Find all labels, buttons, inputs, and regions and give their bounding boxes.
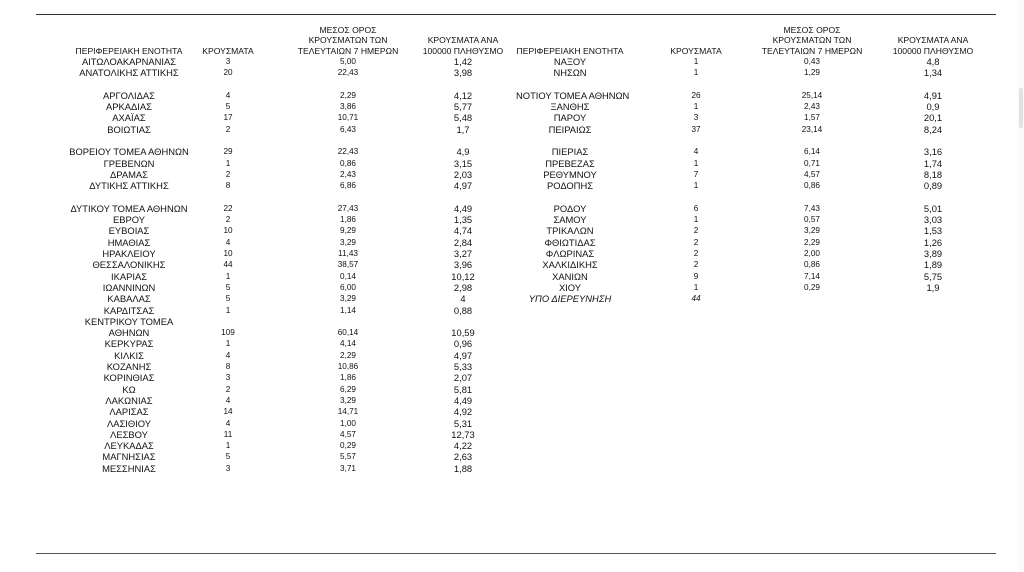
- avg7-cell: 3,29: [340, 294, 356, 304]
- per100k-cell: 4,22: [453, 440, 473, 452]
- per100k-cell: 8,18: [923, 168, 943, 180]
- header-region: ΠΕΡΙΦΕΡΕΙΑΚΗ ΕΝΟΤΗΤΑ: [516, 45, 624, 56]
- header-cases: ΚΡΟΥΣΜΑΤΑ: [202, 45, 254, 56]
- avg7-cell: 4,14: [340, 339, 356, 349]
- header-per100k: ΚΡΟΥΣΜΑΤΑ ΑΝΑ 100000 ΠΛΗΘΥΣΜΟ: [422, 35, 504, 56]
- per100k-cell: 4,49: [453, 394, 473, 406]
- cases-cell: 1: [693, 181, 699, 191]
- per100k-cell: 5,33: [453, 361, 473, 373]
- region-cell: ΚΕΝΤΡΙΚΟΥ ΤΟΜΕΑ: [84, 315, 174, 327]
- avg7-cell: 5,00: [340, 57, 356, 66]
- region-cell: ΕΒΡΟΥ: [112, 214, 145, 226]
- region-cell: ΔΡΑΜΑΣ: [110, 168, 148, 180]
- cases-cell: 1: [693, 215, 699, 225]
- per100k-cell: 5,75: [923, 270, 943, 282]
- avg7-cell: 0,29: [340, 441, 356, 451]
- avg7-cell: 14,71: [337, 407, 359, 417]
- per100k-cell: 2,98: [453, 281, 473, 293]
- cases-cell: 2: [693, 226, 699, 236]
- avg7-cell: 1,86: [340, 373, 356, 383]
- avg7-cell: 3,86: [340, 102, 356, 112]
- region-cell: ΛΑΚΩΝΙΑΣ: [105, 394, 153, 406]
- cases-cell: 37: [691, 124, 701, 134]
- avg7-cell: 3,71: [340, 463, 356, 473]
- header-region: ΠΕΡΙΦΕΡΕΙΑΚΗ ΕΝΟΤΗΤΑ: [75, 45, 183, 56]
- avg7-cell: 1,00: [340, 418, 356, 428]
- region-cell: ΙΚΑΡΙΑΣ: [110, 270, 148, 282]
- avg7-cell: 6,29: [340, 384, 356, 394]
- region-cell: ΗΡΑΚΛΕΙΟΥ: [102, 248, 156, 260]
- cases-cell: 4: [693, 147, 699, 157]
- cases-cell: 3: [225, 373, 231, 383]
- avg7-cell: 2,29: [340, 90, 356, 100]
- avg7-cell: 0,14: [340, 271, 356, 281]
- cases-cell: 4: [225, 237, 231, 247]
- avg7-cell: 0,43: [804, 57, 820, 66]
- per100k-cell: 3,16: [923, 146, 943, 158]
- cases-cell: 1: [225, 271, 231, 281]
- avg7-cell: 22,43: [337, 147, 359, 157]
- cases-cell: 1: [693, 102, 699, 112]
- avg7-cell: 9,29: [340, 226, 356, 236]
- avg7-cell: 60,14: [337, 328, 359, 338]
- region-cell: ΕΥΒΟΙΑΣ: [108, 225, 150, 237]
- region-cell: ΛΕΣΒΟΥ: [110, 428, 148, 440]
- avg7-cell: 1,86: [340, 215, 356, 225]
- region-cell: ΑΡΓΟΛΙΔΑΣ: [103, 89, 155, 101]
- per100k-cell: 1,88: [453, 462, 473, 474]
- region-cell: ΝΟΤΙΟΥ ΤΟΜΕΑ ΑΘΗΝΩΝ: [516, 89, 630, 101]
- region-cell: ΗΜΑΘΙΑΣ: [107, 236, 151, 248]
- region-cell: ΠΕΙΡΑΙΩΣ: [548, 123, 592, 135]
- per100k-cell: 4,8: [926, 56, 940, 67]
- bottom-rule: [36, 553, 996, 554]
- per100k-cell: 1,74: [923, 157, 943, 169]
- region-cell: ΞΑΝΘΗΣ: [550, 101, 590, 113]
- cases-cell: 2: [225, 215, 231, 225]
- avg7-cell: 22,43: [337, 68, 359, 78]
- per100k-cell: 3,98: [453, 67, 473, 79]
- cases-cell: 2: [225, 124, 231, 134]
- cases-cell: 1: [225, 441, 231, 451]
- cases-cell: 4: [225, 350, 231, 360]
- cases-cell: 2: [693, 260, 699, 270]
- per100k-cell: 4,49: [453, 202, 473, 214]
- per100k-cell: 1,7: [456, 123, 470, 135]
- region-cell: ΑΧΑΪΑΣ: [112, 112, 146, 124]
- avg7-cell: 38,57: [337, 260, 359, 270]
- region-cell: ΒΟΡΕΙΟΥ ΤΟΜΕΑ ΑΘΗΝΩΝ: [69, 146, 189, 158]
- avg7-cell: 23,14: [801, 124, 823, 134]
- region-cell: ΚΟΖΑΝΗΣ: [106, 361, 152, 373]
- avg7-cell: 0,57: [804, 215, 820, 225]
- region-cell: ΑΡΚΑΔΙΑΣ: [106, 101, 152, 113]
- region-cell: ΝΗΣΩΝ: [553, 67, 587, 79]
- region-cell: ΝΑΞΟΥ: [553, 56, 587, 67]
- avg7-cell: 0,29: [804, 282, 820, 292]
- region-cell: ΚΕΡΚΥΡΑΣ: [104, 338, 154, 350]
- per100k-cell: 1,89: [923, 259, 943, 271]
- region-cell: ΛΑΣΙΘΙΟΥ: [106, 417, 152, 429]
- avg7-cell: 1,29: [804, 68, 820, 78]
- avg7-cell: 3,29: [340, 395, 356, 405]
- per100k-cell: 0,89: [923, 180, 943, 192]
- region-cell: ΠΡΕΒΕΖΑΣ: [545, 157, 595, 169]
- avg7-cell: 0,71: [804, 158, 820, 168]
- avg7-cell: 10,86: [337, 362, 359, 372]
- cases-cell: 5: [225, 294, 231, 304]
- avg7-cell: 6,86: [340, 181, 356, 191]
- region-cell: ΡΕΘΥΜΝΟΥ: [543, 168, 597, 180]
- avg7-cell: 11,43: [338, 249, 358, 259]
- region-cell: ΛΑΡΙΣΑΣ: [109, 406, 149, 418]
- region-cell: ΚΑΒΑΛΑΣ: [107, 293, 151, 305]
- per100k-cell: 8,24: [923, 123, 943, 135]
- region-cell: ΡΟΔΟΠΗΣ: [546, 180, 594, 192]
- per100k-cell: 4,12: [453, 89, 473, 101]
- cases-cell: 1: [225, 158, 231, 168]
- per100k-cell: 10,59: [451, 327, 475, 339]
- avg7-cell: 7,14: [804, 271, 820, 281]
- per100k-cell: 12,73: [451, 428, 475, 440]
- region-cell: ΚΑΡΔΙΤΣΑΣ: [103, 304, 155, 316]
- cases-cell: 10: [223, 249, 233, 259]
- avg7-cell: 10,71: [337, 113, 359, 123]
- cases-cell: 2: [693, 249, 699, 259]
- region-cell: ΦΛΩΡΙΝΑΣ: [545, 248, 595, 260]
- per100k-cell: 2,07: [453, 372, 473, 384]
- cases-cell: 29: [223, 147, 233, 157]
- cases-cell: 17: [223, 113, 233, 123]
- cases-cell: 7: [693, 169, 699, 179]
- region-cell: ΜΕΣΣΗΝΙΑΣ: [102, 462, 156, 474]
- per100k-cell: 20,1: [923, 112, 943, 124]
- avg7-cell: 2,43: [340, 169, 356, 179]
- per100k-cell: 2,84: [453, 236, 473, 248]
- region-cell: ΛΕΥΚΑΔΑΣ: [104, 440, 154, 452]
- cases-cell: 1: [693, 158, 699, 168]
- per100k-cell: 0,88: [453, 304, 473, 316]
- avg7-cell: 2,00: [804, 249, 820, 259]
- cases-cell: 109: [221, 328, 235, 338]
- per100k-cell: 0,9: [926, 101, 940, 113]
- avg7-cell: 6,00: [340, 282, 356, 292]
- per100k-cell: 4: [460, 293, 466, 305]
- cases-cell: 3: [225, 57, 231, 66]
- avg7-cell: 1,14: [340, 305, 356, 315]
- avg7-cell: 5,57: [340, 452, 356, 462]
- cases-cell: 9: [693, 271, 699, 281]
- cases-cell: 1: [693, 282, 699, 292]
- per100k-cell: 5,01: [923, 202, 943, 214]
- cases-cell: 5: [225, 452, 231, 462]
- cases-cell: 2: [225, 384, 231, 394]
- cases-cell: 4: [225, 90, 231, 100]
- avg7-cell: 25,14: [801, 90, 823, 100]
- avg7-cell: 4,57: [804, 169, 820, 179]
- cases-cell: 1: [693, 68, 699, 78]
- cases-cell: 1: [225, 339, 231, 349]
- header-avg7: ΜΕΣΟΣ ΟΡΟΣ ΚΡΟΥΣΜΑΤΩΝ ΤΩΝ ΤΕΛΕΥΤΑΙΩΝ 7 ΗΜΕΡΩΝ: [297, 24, 399, 56]
- avg7-cell: 6,43: [340, 124, 356, 134]
- avg7-cell: 2,29: [340, 350, 356, 360]
- cases-cell: 1: [693, 57, 699, 66]
- avg7-cell: 0,86: [804, 181, 820, 191]
- avg7-cell: 1,57: [804, 113, 820, 123]
- cases-cell: 6: [693, 203, 699, 213]
- per100k-cell: 1,34: [923, 67, 943, 79]
- region-cell: ΧΑΝΙΩΝ: [552, 270, 588, 282]
- cases-cell: 5: [225, 282, 231, 292]
- region-cell: ΚΩ: [122, 383, 136, 395]
- region-cell: ΜΑΓΝΗΣΙΑΣ: [102, 451, 156, 463]
- region-cell: ΙΩΑΝΝΙΝΩΝ: [102, 281, 156, 293]
- avg7-cell: 0,86: [804, 260, 820, 270]
- per100k-cell: 3,03: [923, 214, 943, 226]
- per100k-cell: 1,35: [453, 214, 473, 226]
- cases-cell: 3: [693, 113, 699, 123]
- region-cell: ΚΙΛΚΙΣ: [114, 349, 144, 361]
- region-cell: ΠΙΕΡΙΑΣ: [551, 146, 589, 158]
- cases-cell: 11: [223, 429, 233, 439]
- vertical-scrollbar[interactable]: [1018, 0, 1024, 572]
- avg7-cell: 7,43: [804, 203, 820, 213]
- cases-cell: 44: [691, 294, 701, 304]
- cases-cell: 26: [691, 90, 701, 100]
- per100k-cell: 3,89: [923, 248, 943, 260]
- cases-cell: 5: [225, 102, 231, 112]
- cases-cell: 3: [225, 463, 231, 473]
- per100k-cell: 4,9: [456, 146, 470, 158]
- region-cell: ΑΙΤΩΛΟΑΚΑΡΝΑΝΙΑΣ: [81, 56, 177, 67]
- cases-cell: 4: [225, 418, 231, 428]
- per100k-cell: 4,97: [453, 180, 473, 192]
- cases-cell: 20: [223, 68, 233, 78]
- region-cell: ΥΠΟ ΔΙΕΡΕΥΝΗΣΗ: [528, 293, 612, 305]
- cases-cell: 14: [223, 407, 233, 417]
- avg7-cell: 2,43: [804, 102, 820, 112]
- per100k-cell: 2,03: [453, 168, 473, 180]
- per100k-cell: 5,77: [453, 101, 473, 113]
- cases-cell: 2: [693, 237, 699, 247]
- per100k-cell: 4,92: [453, 406, 473, 418]
- header-avg7: ΜΕΣΟΣ ΟΡΟΣ ΚΡΟΥΣΜΑΤΩΝ ΤΩΝ ΤΕΛΕΥΤΑΙΩΝ 7 ΗΜΕΡΩΝ: [761, 24, 863, 56]
- per100k-cell: 1,42: [453, 56, 473, 67]
- avg7-cell: 0,86: [340, 158, 356, 168]
- per100k-cell: 3,15: [453, 157, 473, 169]
- region-cell: ΦΘΙΩΤΙΔΑΣ: [544, 236, 596, 248]
- region-cell: ΓΡΕΒΕΝΩΝ: [103, 157, 155, 169]
- per100k-cell: 5,48: [453, 112, 473, 124]
- per100k-cell: 10,12: [451, 270, 475, 282]
- region-cell: ΚΟΡΙΝΘΙΑΣ: [103, 372, 155, 384]
- avg7-cell: 3,29: [804, 226, 820, 236]
- per100k-cell: 5,31: [453, 417, 473, 429]
- cases-cell: 10: [223, 226, 233, 236]
- per100k-cell: 0,96: [453, 338, 473, 350]
- cases-cell: 22: [223, 203, 233, 213]
- region-cell: ΧΑΛΚΙΔΙΚΗΣ: [542, 259, 598, 271]
- avg7-cell: 3,29: [340, 237, 356, 247]
- per100k-cell: 1,26: [923, 236, 943, 248]
- cases-cell: 8: [225, 181, 231, 191]
- region-cell: ΑΘΗΝΩΝ: [108, 327, 150, 339]
- region-cell: ΘΕΣΣΑΛΟΝΙΚΗΣ: [92, 259, 166, 271]
- avg7-cell: 6,14: [804, 147, 820, 157]
- per100k-cell: 2,63: [453, 451, 473, 463]
- per100k-cell: 1,9: [926, 281, 940, 293]
- avg7-cell: 4,57: [340, 429, 356, 439]
- header-cases: ΚΡΟΥΣΜΑΤΑ: [670, 45, 722, 56]
- avg7-cell: 27,43: [337, 203, 359, 213]
- per100k-cell: 4,97: [453, 349, 473, 361]
- region-cell: ΔΥΤΙΚΟΥ ΤΟΜΕΑ ΑΘΗΝΩΝ: [70, 202, 188, 214]
- cases-cell: 1: [225, 305, 231, 315]
- per100k-cell: 4,74: [453, 225, 473, 237]
- region-cell: ΠΑΡΟΥ: [553, 112, 587, 124]
- region-cell: ΤΡΙΚΑΛΩΝ: [546, 225, 594, 237]
- region-cell: ΔΥΤΙΚΗΣ ΑΤΤΙΚΗΣ: [89, 180, 169, 192]
- per100k-cell: 5,81: [453, 383, 473, 395]
- region-cell: ΒΟΙΩΤΙΑΣ: [107, 123, 151, 135]
- cases-cell: 2: [225, 169, 231, 179]
- per100k-cell: 1,53: [923, 225, 943, 237]
- per100k-cell: 4,91: [923, 89, 943, 101]
- scrollbar-thumb[interactable]: [1019, 88, 1023, 128]
- cases-cell: 8: [225, 362, 231, 372]
- cases-cell: 44: [223, 260, 233, 270]
- per100k-cell: 3,27: [453, 248, 473, 260]
- header-per100k: ΚΡΟΥΣΜΑΤΑ ΑΝΑ 100000 ΠΛΗΘΥΣΜΟ: [892, 35, 974, 56]
- region-cell: ΣΑΜΟΥ: [553, 214, 587, 226]
- region-cell: ΡΟΔΟΥ: [553, 202, 587, 214]
- per100k-cell: 3,96: [453, 259, 473, 271]
- region-cell: ΑΝΑΤΟΛΙΚΗΣ ΑΤΤΙΚΗΣ: [79, 67, 179, 79]
- avg7-cell: 2,29: [804, 237, 820, 247]
- cases-cell: 4: [225, 395, 231, 405]
- region-cell: ΧΙΟΥ: [558, 281, 582, 293]
- top-rule: [36, 14, 996, 15]
